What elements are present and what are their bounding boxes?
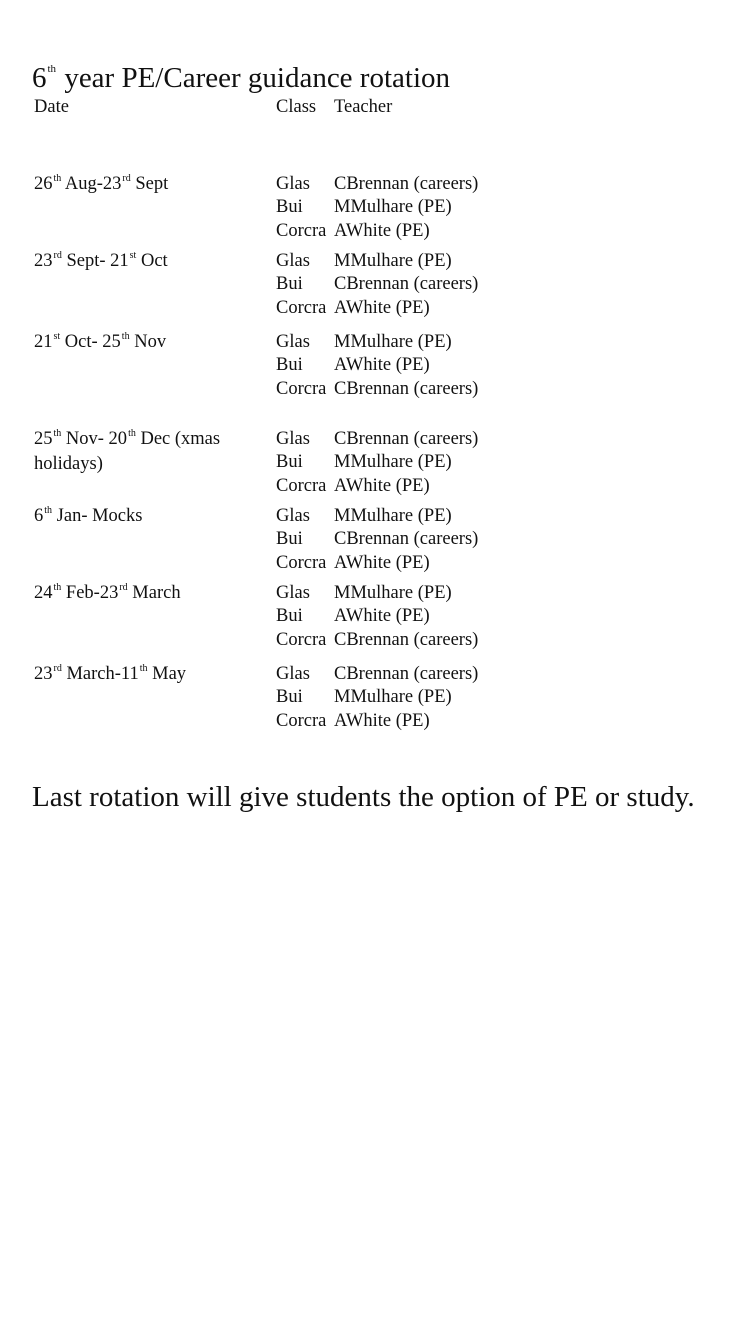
rotation-date: [34, 331, 264, 356]
date-text: March: [127, 583, 181, 603]
teacher-name: CBrennan (careers): [334, 664, 479, 684]
class-name: Corcra: [276, 629, 327, 650]
rotation-date: [34, 173, 264, 198]
class-name: Corcra: [276, 297, 327, 318]
date-ordinal-suffix: th: [53, 428, 62, 439]
class-name: Corcra: [276, 475, 327, 496]
date-ordinal-suffix: th: [121, 331, 130, 342]
class-name: Glas: [276, 664, 310, 684]
teacher-name: AWhite (PE): [334, 220, 430, 241]
date-text: Jan- Mocks: [52, 506, 143, 526]
date-text: Feb-23: [61, 583, 119, 603]
date-ordinal-suffix: rd: [122, 173, 131, 184]
class-name: Bui: [276, 606, 303, 627]
class-name: Glas: [276, 332, 310, 352]
title-year-number: 6: [32, 62, 47, 94]
class-name: Glas: [276, 174, 310, 194]
class-name: Corcra: [276, 552, 327, 573]
rotation-date: [34, 663, 264, 688]
teacher-name: AWhite (PE): [334, 710, 430, 731]
teacher-name: MMulhare (PE): [334, 332, 452, 352]
class-name: Bui: [276, 452, 303, 473]
rotation-date: [34, 428, 264, 477]
class-name: Corcra: [276, 710, 327, 731]
class-name: Glas: [276, 506, 310, 526]
teacher-name: MMulhare (PE): [334, 583, 452, 603]
date-ordinal-suffix: th: [128, 428, 136, 439]
date-ordinal-suffix: st: [53, 331, 61, 342]
date-text: Sept: [130, 174, 169, 194]
class-name: Bui: [276, 529, 303, 550]
teacher-name: AWhite (PE): [334, 606, 430, 627]
column-header-teacher: Teacher: [334, 97, 393, 117]
rotation-date: [34, 582, 264, 607]
date-text: Dec (xmas holidays): [34, 429, 221, 475]
teacher-name: CBrennan (careers): [334, 378, 479, 399]
date-text: Nov- 20: [61, 429, 128, 449]
date-text: 23: [34, 251, 53, 271]
rotation-date: [34, 505, 264, 530]
date-ordinal-suffix: th: [53, 173, 62, 184]
date-ordinal-suffix: th: [53, 582, 62, 593]
teacher-name: CBrennan (careers): [334, 174, 479, 194]
date-text: Oct- 25: [60, 332, 121, 352]
teacher-name: MMulhare (PE): [334, 506, 452, 526]
class-name: Corcra: [276, 378, 327, 399]
teacher-name: CBrennan (careers): [334, 274, 479, 295]
date-text: Oct: [136, 251, 168, 271]
class-name: Bui: [276, 274, 303, 295]
teacher-name: CBrennan (careers): [334, 629, 479, 650]
date-ordinal-suffix: rd: [119, 582, 128, 593]
date-text: 6: [34, 506, 44, 526]
date-ordinal-suffix: th: [139, 663, 148, 674]
teacher-name: AWhite (PE): [334, 355, 430, 376]
rotation-date: [34, 250, 264, 275]
teacher-name: CBrennan (careers): [334, 429, 479, 449]
class-name: Bui: [276, 687, 303, 708]
date-text: 24: [34, 583, 53, 603]
teacher-name: MMulhare (PE): [334, 251, 452, 271]
class-name: Corcra: [276, 220, 327, 241]
teacher-name: AWhite (PE): [334, 475, 430, 496]
column-header-date: Date: [34, 97, 69, 117]
date-ordinal-suffix: rd: [53, 663, 62, 674]
teacher-name: MMulhare (PE): [334, 687, 452, 708]
column-header-class: Class: [276, 97, 317, 117]
class-name: Glas: [276, 251, 310, 271]
teacher-name: MMulhare (PE): [334, 452, 452, 473]
class-name: Glas: [276, 429, 310, 449]
class-name: Glas: [276, 583, 310, 603]
date-ordinal-suffix: th: [44, 505, 53, 516]
date-text: 26: [34, 174, 53, 194]
teacher-name: AWhite (PE): [334, 552, 430, 573]
date-text: March-11: [61, 664, 139, 684]
date-text: May: [147, 664, 187, 684]
date-text: Sept- 21: [61, 251, 129, 271]
teacher-name: CBrennan (careers): [334, 529, 479, 550]
date-ordinal-suffix: st: [129, 250, 137, 261]
title-text: year PE/Career guidance rotation: [57, 62, 451, 94]
teacher-name: MMulhare (PE): [334, 197, 452, 218]
class-name: Bui: [276, 355, 303, 376]
title-year-suffix: th: [47, 63, 57, 75]
date-text: Nov: [129, 332, 167, 352]
date-ordinal-suffix: rd: [53, 250, 62, 261]
date-text: 21: [34, 332, 53, 352]
date-text: Aug-23: [61, 174, 122, 194]
footer-note: Last rotation will give students the option of PE or study.: [32, 781, 695, 813]
date-text: 25: [34, 429, 53, 449]
teacher-name: AWhite (PE): [334, 297, 430, 318]
class-name: Bui: [276, 197, 303, 218]
date-text: 23: [34, 664, 53, 684]
